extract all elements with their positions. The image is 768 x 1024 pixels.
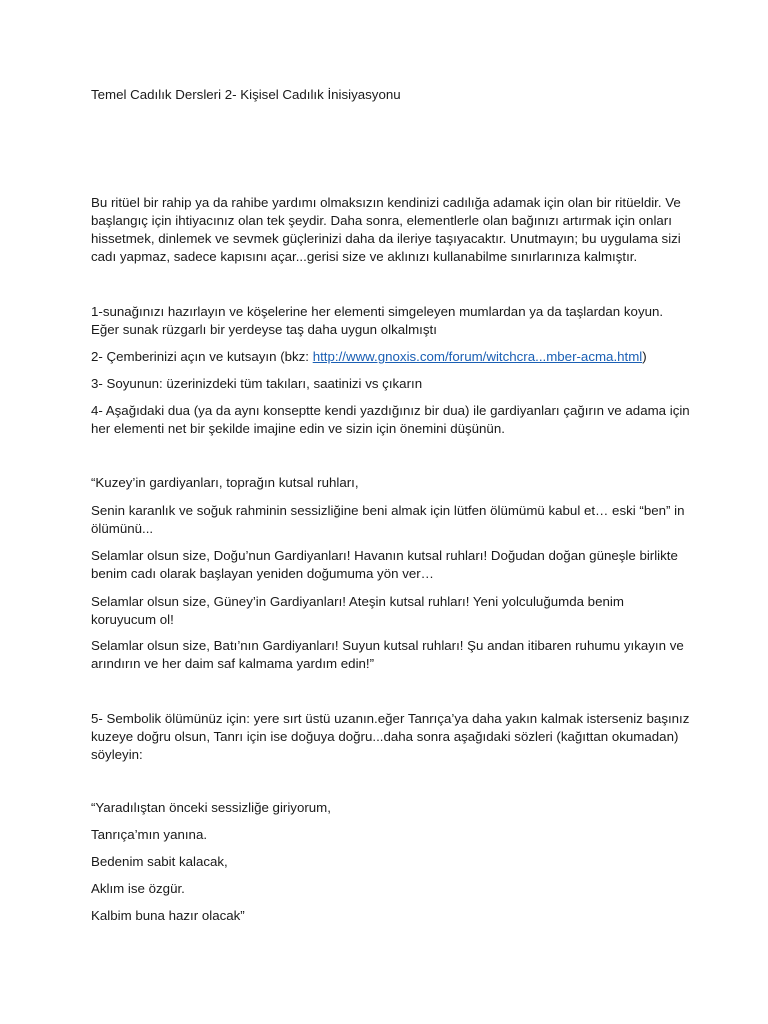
recitation-line: Bedenim sabit kalacak, [91, 854, 228, 869]
step-3-paragraph: 3- Soyunun: üzerinizdeki tüm takıları, saatinizi vs çıkarın [91, 376, 423, 391]
document-title: Temel Cadılık Dersleri 2- Kişisel Cadılık İnisiyasyonu [91, 87, 401, 102]
recitation-line: Kalbim buna hazır olacak” [91, 908, 245, 923]
recitation-line: Aklım ise özgür. [91, 881, 185, 896]
recitation-line: “Yaradılıştan önceki sessizliğe giriyorum, [91, 800, 331, 815]
prayer-line: Selamlar olsun size, Güney’in Gardiyanları! Ateşin kutsal ruhları! Yeni yolculuğumda benim koruyucum ol! [91, 594, 624, 627]
step-5-paragraph: 5- Sembolik ölümünüz için: yere sırt üstü uzanın.eğer Tanrıça’ya daha yakın kalmak isterseniz başınız kuzeye doğru olsun, Tanrı için ise doğuya doğru...daha sonra aşağıdaki sözleri (kağıttan okumadan) söyleyin: [91, 711, 690, 762]
prayer-line: Selamlar olsun size, Doğu’nun Gardiyanları! Havanın kutsal ruhları! Doğudan doğan güneşle birlikte benim cadı olarak başlayan yeniden doğumuma yön ver… [91, 548, 678, 581]
prayer-line: Senin karanlık ve soğuk rahminin sessizliğine beni almak için lütfen ölümümü kabul et… eski “ben” in ölümünü... [91, 503, 685, 536]
step-2-text: 2- Çemberinizi açın ve kutsayın (bkz: [91, 349, 313, 364]
step-4-paragraph: 4- Aşağıdaki dua (ya da aynı konseptte kendi yazdığınız bir dua) ile gardiyanları çağırın ve adama için her elementi net bir şekilde imajine edin ve sizin için önemini düşünün. [91, 403, 690, 436]
step-2-suffix: ) [642, 349, 647, 364]
forum-link[interactable]: http://www.gnoxis.com/forum/witchcra...mber-acma.html [312, 349, 643, 364]
prayer-line: “Kuzey’in gardiyanları, toprağın kutsal ruhları, [91, 475, 359, 490]
recitation-line: Tanrıça’mın yanına. [91, 827, 208, 842]
intro-paragraph: Bu ritüel bir rahip ya da rahibe yardımı olmaksızın kendinizi cadılığa adamak için olan bir ritüeldir. Ve başlangıç için ihtiyacınız olan tek şeydir. Daha sonra, elementlerle olan bağınızı artırmak için onları hissetmek, dinlemek ve sevmek güçlerinizi daha da ileriye taşıyacaktır. Unutmayın; bu uygulama sizi cadı yapmaz, sadece kapısını açar...gerisi size ve aklınızı kullanabilme sınırlarınıza kalmıştır. [91, 195, 681, 264]
step-1-paragraph: 1-sunağınızı hazırlayın ve köşelerine her elementi simgeleyen mumlardan ya da taşlardan koyun. Eğer sunak rüzgarlı bir yerdeyse taş daha uygun olkalmıştı [91, 304, 664, 337]
step-2-paragraph [91, 348, 691, 366]
prayer-line: Selamlar olsun size, Batı’nın Gardiyanları! Suyun kutsal ruhları! Şu andan itibaren ruhumu yıkayın ve arındırın ve her daim saf kalmama yardım edin!” [91, 638, 684, 671]
